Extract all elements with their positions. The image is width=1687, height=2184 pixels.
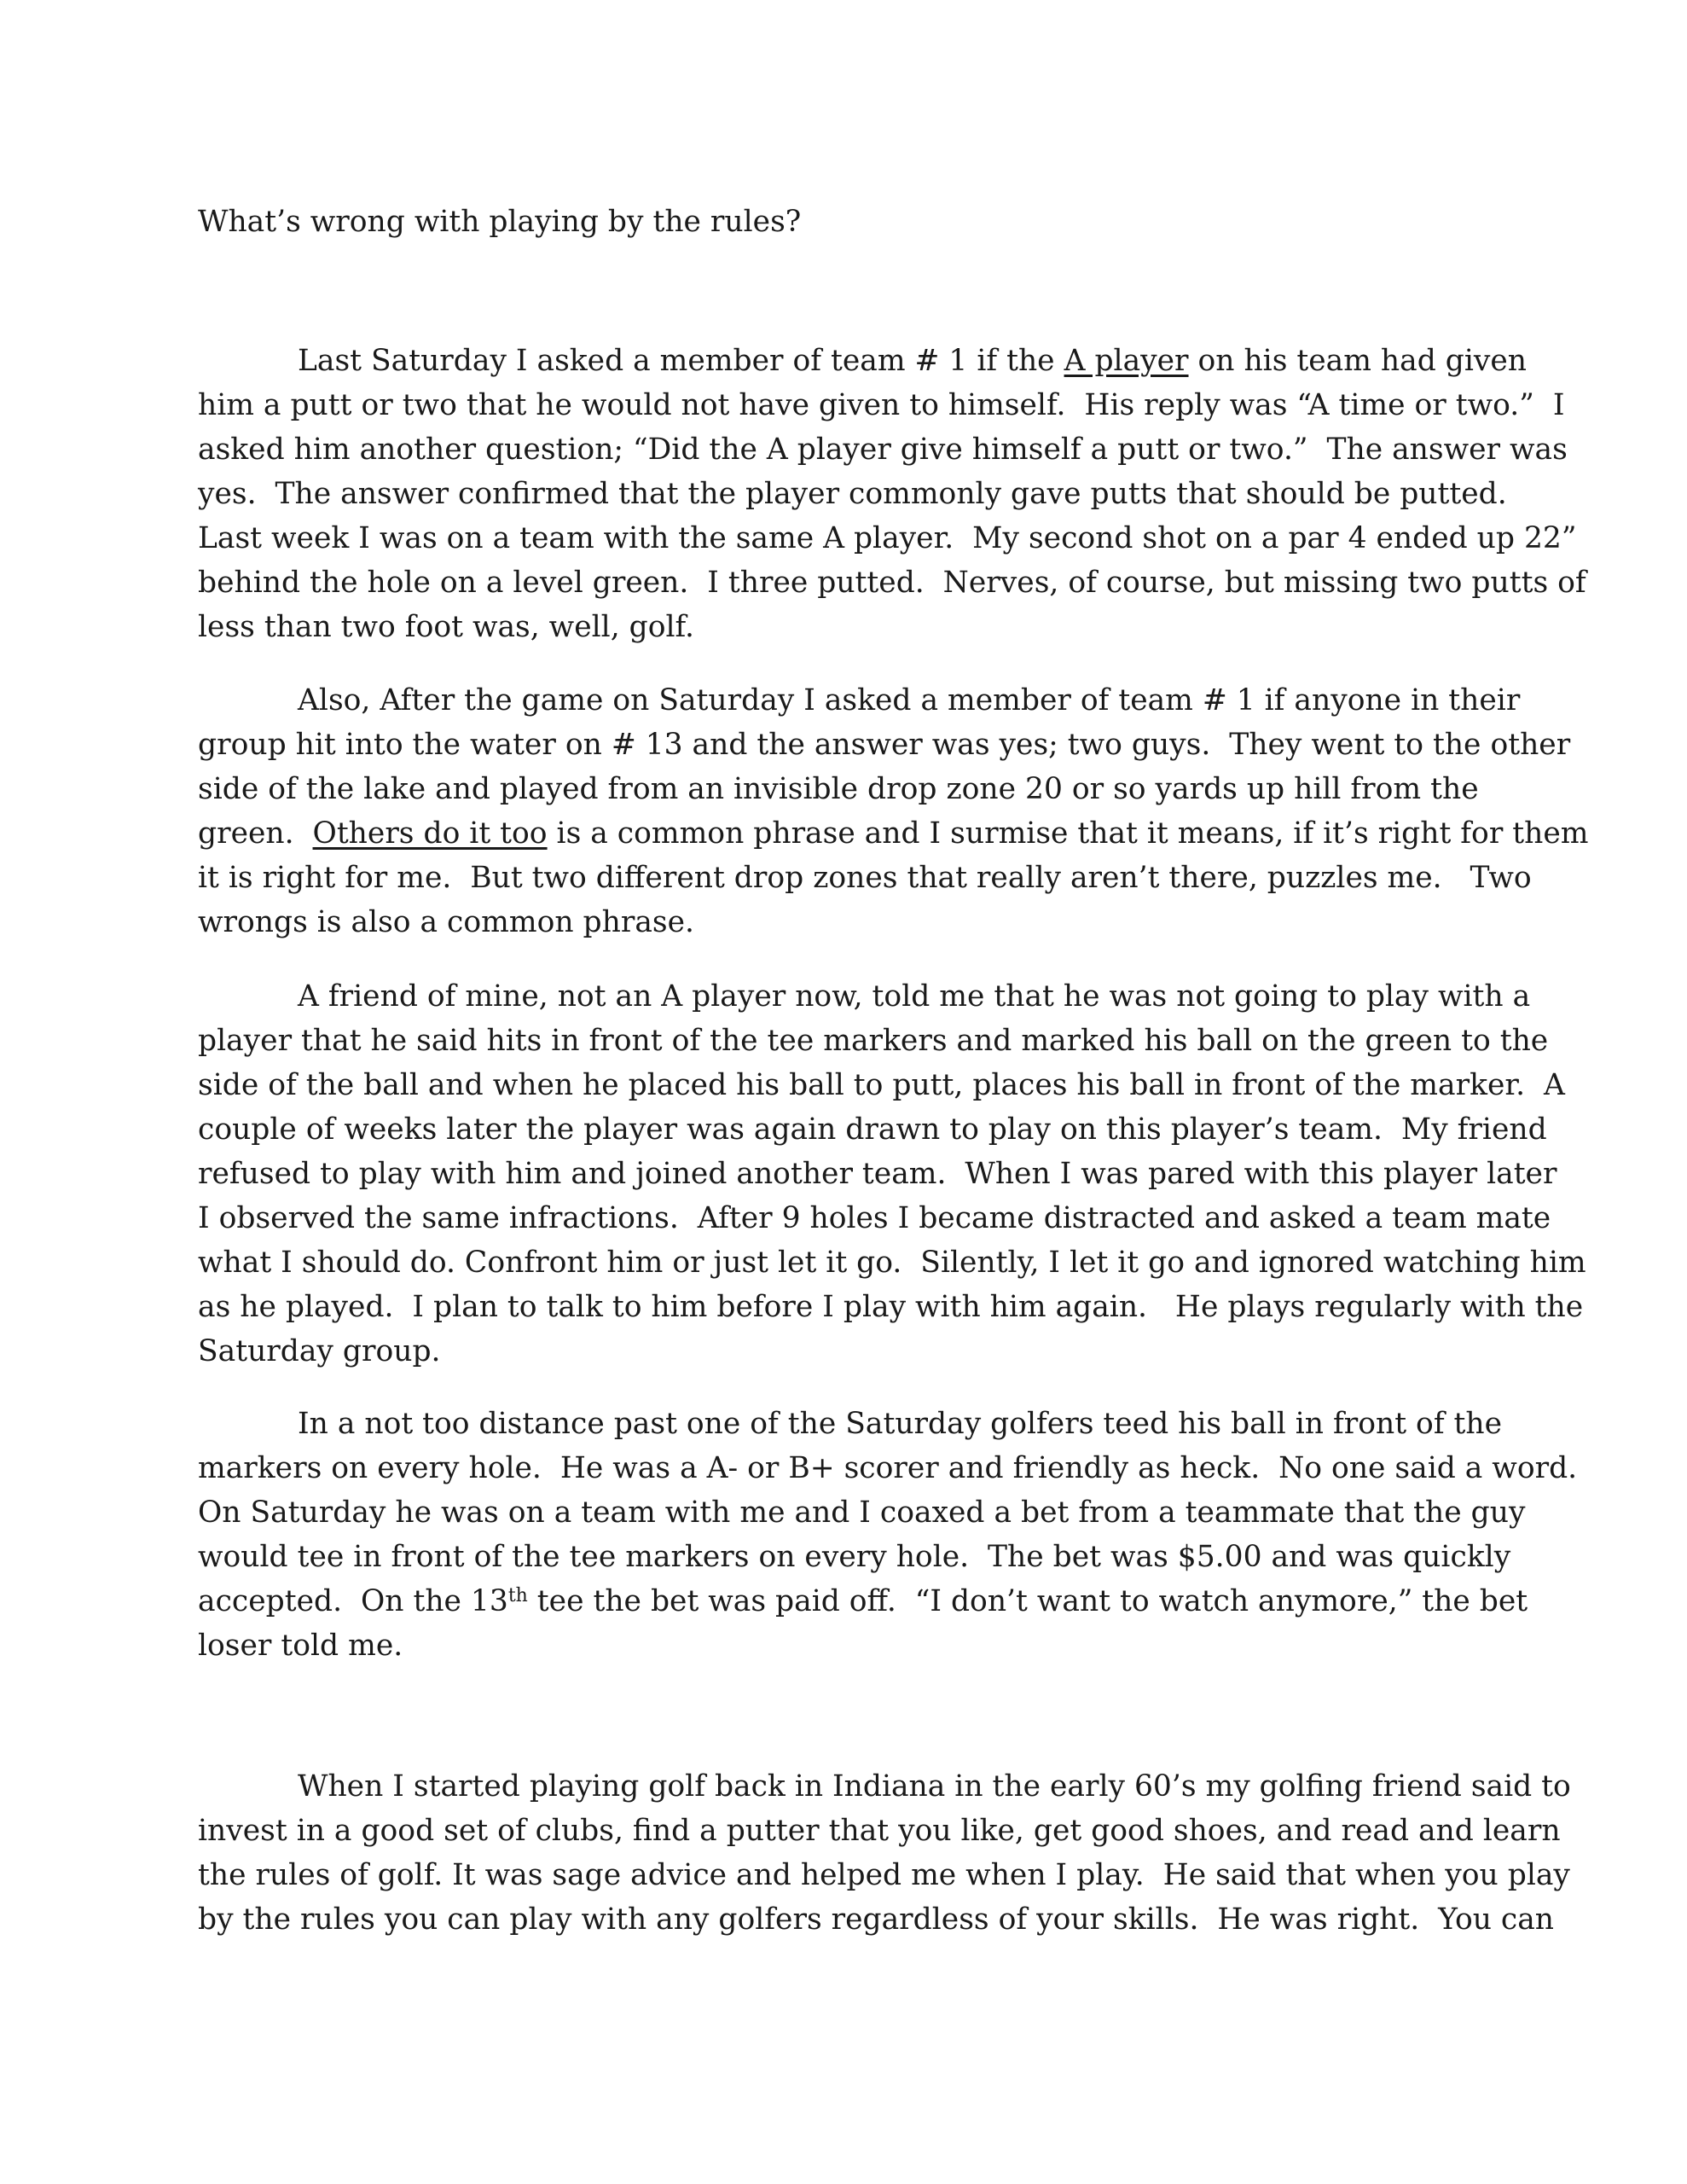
paragraph-line: Saturday group. [198, 1334, 441, 1368]
paragraph-line: On Saturday he was on a team with me and I coaxed a bet from a teammate that the guy [198, 1496, 1526, 1530]
paragraph-line: A friend of mine, not an A player now, told me that he was not going to play with a [298, 979, 1531, 1014]
underlined-phrase: A player [1064, 344, 1189, 378]
paragraph-line [198, 1579, 1528, 1623]
paragraph-line: side of the lake and played from an invisible drop zone 20 or so yards up hill from the [198, 772, 1479, 806]
paragraph-line: as he played. I plan to talk to him before I play with him again. He plays regularly with the [198, 1290, 1584, 1324]
paragraph-4 [198, 1402, 1578, 1668]
paragraph-2 [198, 678, 1589, 944]
paragraph-line: by the rules you can play with any golfers regardless of your skills. He was right. You can [198, 1902, 1555, 1937]
paragraph-line: In a not too distance past one of the Saturday golfers teed his ball in front of the [298, 1407, 1503, 1441]
underlined-phrase: Others do it too [312, 816, 548, 851]
paragraph-line: yes. The answer confirmed that the player commonly gave putts that should be putted. [198, 477, 1507, 511]
paragraph-line: what I should do. Confront him or just let it go. Silently, I let it go and ignored watching him [198, 1246, 1586, 1280]
paragraph-line [198, 811, 1589, 856]
line-text: on his team had given [1188, 344, 1527, 378]
paragraph-line: the rules of golf. It was sage advice and helped me when I play. He said that when you play [198, 1858, 1570, 1892]
paragraph-line: would tee in front of the tee markers on every hole. The bet was $5.00 and was quickly [198, 1540, 1511, 1574]
paragraph-line [198, 339, 1527, 383]
paragraph-line: wrongs is also a common phrase. [198, 905, 694, 939]
paragraph-line: behind the hole on a level green. I three putted. Nerves, of course, but missing two putts of [198, 566, 1586, 600]
line-text: is a common phrase and I surmise that it means, if it’s right for them [547, 816, 1589, 851]
paragraph-line: markers on every hole. He was a A- or B+ scorer and friendly as heck. No one said a word. [198, 1451, 1578, 1485]
paragraph-line: player that he said hits in front of the tee markers and marked his ball on the green to the [198, 1024, 1549, 1058]
line-text: Last Saturday I asked a member of team # 1 if the [298, 344, 1064, 378]
line-text: green. [198, 816, 313, 851]
paragraph-line: him a putt or two that he would not have given to himself. His reply was “A time or two.” I [198, 388, 1565, 422]
paragraph-line: it is right for me. But two different drop zones that really aren’t there, puzzles me. Two [198, 861, 1532, 895]
paragraph-line: couple of weeks later the player was again drawn to play on this player’s team. My friend [198, 1112, 1547, 1147]
paragraph-line: When I started playing golf back in Indiana in the early 60’s my golfing friend said to [298, 1769, 1571, 1804]
paragraph-line: Also, After the game on Saturday I asked a member of team # 1 if anyone in their [298, 683, 1521, 717]
paragraph-line: less than two foot was, well, golf. [198, 610, 695, 644]
paragraph-line: Last week I was on a team with the same A player. My second shot on a par 4 ended up 22” [198, 521, 1577, 555]
paragraph-5 [198, 1764, 1571, 1942]
line-text: tee the bet was paid off. “I don’t want to watch anymore,” the bet [527, 1584, 1528, 1618]
paragraph-line: I observed the same infractions. After 9 holes I became distracted and asked a team mate [198, 1201, 1551, 1235]
ordinal-superscript: th [507, 1585, 528, 1606]
paragraph-3 [198, 974, 1586, 1374]
paragraph-line: side of the ball and when he placed his ball to putt, places his ball in front of the marker. A [198, 1068, 1565, 1102]
paragraph-line: group hit into the water on # 13 and the answer was yes; two guys. They went to the other [198, 728, 1571, 762]
paragraph-1 [198, 339, 1586, 649]
paragraph-line: refused to play with him and joined another team. When I was pared with this player later [198, 1157, 1557, 1191]
paragraph-line: loser told me. [198, 1629, 403, 1663]
paragraph-line: asked him another question; “Did the A player give himself a putt or two.” The answer was [198, 433, 1568, 467]
line-text: accepted. On the 13 [198, 1584, 508, 1618]
paragraph-line: invest in a good set of clubs, find a putter that you like, get good shoes, and read and learn [198, 1814, 1561, 1848]
document-title: What’s wrong with playing by the rules? [198, 205, 802, 239]
